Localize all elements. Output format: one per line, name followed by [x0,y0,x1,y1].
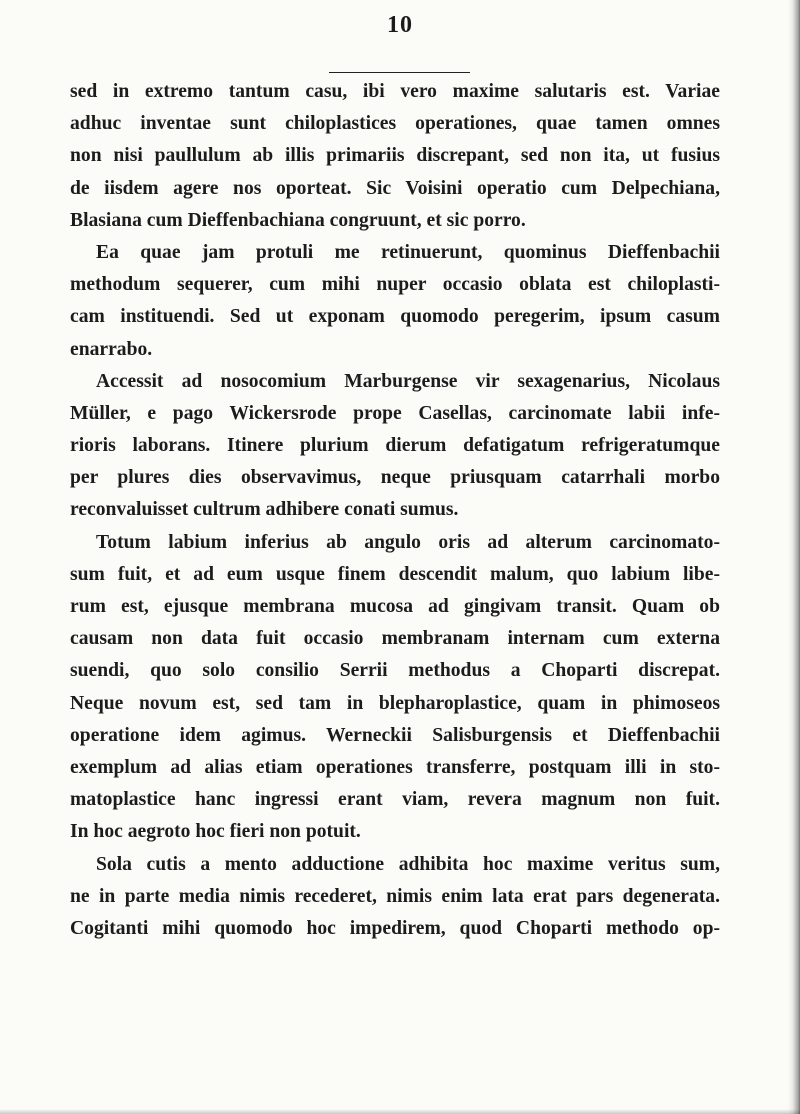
text-line: enarrabo. [70,338,153,360]
page-bottom-shadow [0,1109,800,1114]
text-line: rioris laborans. Itinere plurium dierum defatigatum refrigeratumque [70,435,720,457]
text-line: Totum labium inferius ab angulo oris ad alterum carcinomato- [96,531,720,553]
text-line: Blasiana cum Dieffenbachiana congruunt, et sic porro. [70,209,526,231]
text-line: operatione idem agimus. Werneckii Salisburgensis et Dieffenbachii [70,724,720,746]
text-line: per plures dies observavimus, neque priusquam catarrhali morbo [70,467,720,489]
text-line: Müller, e pago Wickersrode prope Casellas, carcinomate labii infe- [70,402,720,424]
text-line: causam non data fuit occasio membranam internam cum externa [70,628,720,650]
text-line: Accessit ad nosocomium Marburgense vir sexagenarius, Nicolaus [96,370,720,392]
text-line: methodum sequerer, cum mihi nuper occasio oblata est chiloplasti- [70,274,720,296]
text-line: adhuc inventae sunt chiloplastices operationes, quae tamen omnes [70,113,720,135]
text-line: Neque novum est, sed tam in blepharoplastice, quam in phimoseos [70,692,720,714]
header-rule [329,72,470,73]
text-line: Ea quae jam protuli me retinuerunt, quominus Dieffenbachii [96,241,720,263]
text-line: suendi, quo solo consilio Serrii methodus a Choparti discrepat. [70,660,720,682]
text-line: In hoc aegroto hoc fieri non potuit. [70,821,361,843]
page-edge-shadow [788,0,800,1114]
text-line: sum fuit, et ad eum usque finem descendit malum, quo labium libe- [70,563,720,585]
text-line: reconvaluisset cultrum adhibere conati sumus. [70,499,459,521]
text-line: rum est, ejusque membrana mucosa ad gingivam transit. Quam ob [70,596,720,617]
body-text [70,76,720,945]
text-line: Sola cutis a mento adductione adhibita hoc maxime veritus sum, [96,853,720,875]
text-line: sed in extremo tantum casu, ibi vero maxime salutaris est. Variae [70,81,720,102]
text-line: exemplum ad alias etiam operationes transferre, postquam illi in sto- [70,756,720,778]
text-line: non nisi paullulum ab illis primariis discrepant, sed non ita, ut fusius [70,145,720,167]
text-line: ne in parte media nimis recederet, nimis enim lata erat pars degenerata. [70,885,720,907]
text-line: matoplastice hanc ingressi erant viam, revera magnum non fuit. [70,789,720,811]
text-line: Cogitanti mihi quomodo hoc impedirem, quod Choparti methodo op- [70,917,720,939]
text-line: de iisdem agere nos oporteat. Sic Voisini operatio cum Delpechiana, [70,177,720,199]
page-number: 10 [387,12,413,38]
text-line: cam instituendi. Sed ut exponam quomodo peregerim, ipsum casum [70,306,720,328]
